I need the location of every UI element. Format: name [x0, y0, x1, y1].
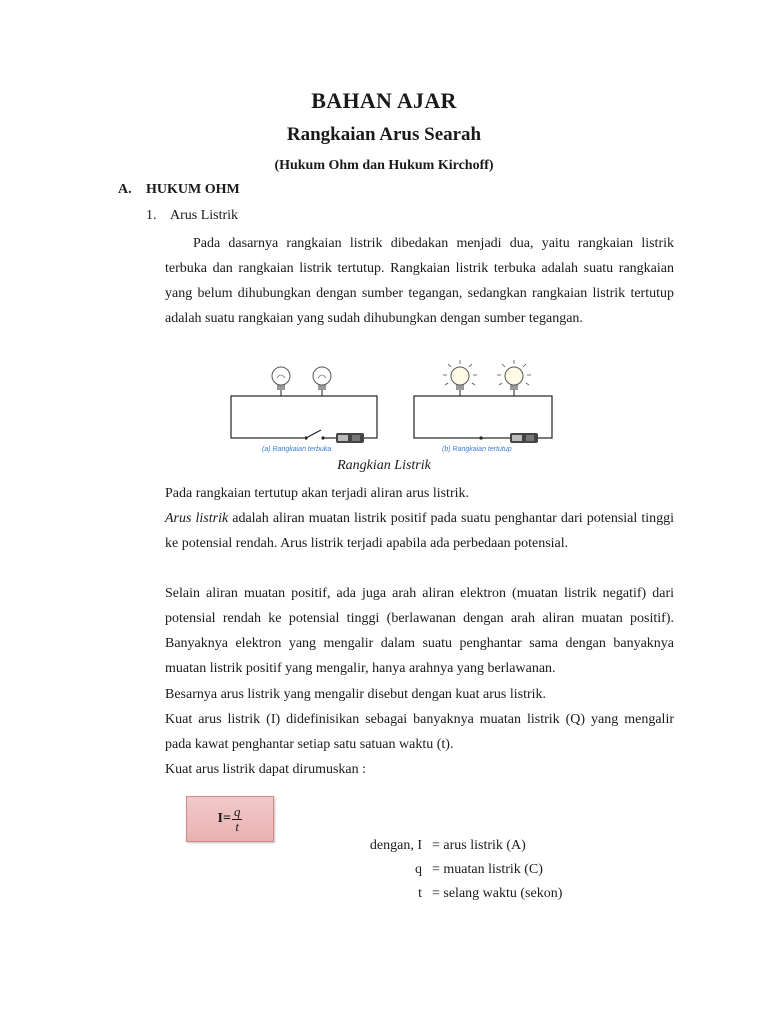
- formula-fraction: [232, 805, 243, 834]
- paragraph-4: Besarnya arus listrik yang mengalir disebut dengan kuat arus listrik.: [165, 687, 547, 702]
- subsection-number: 1.: [146, 208, 157, 223]
- intro-paragraph: Pada dasarnya rangkaian listrik dibedakan menjadi dua, yaitu rangkaian listrik terbuka dan rangkaian listrik tertutup. Rangkaian listrik terbuka adalah suatu rangkaian yang belum dihubungkan dengan sumber tegangan, sedangkan rangkaian listrik tertutup adalah suatu rangkaian yang sudah dihubungkan dengan sumber tegangan.: [165, 236, 674, 326]
- legend-description: = selang waktu (sekon): [432, 886, 563, 901]
- legend-row: [340, 858, 562, 882]
- legend-symbol: t: [418, 886, 422, 901]
- figure-caption: Rangkian Listrik: [337, 458, 431, 473]
- bulb-icon: [313, 367, 331, 396]
- open-circuit-diagram: [231, 367, 377, 453]
- legend-row: [340, 834, 562, 858]
- legend-symbol: q: [415, 862, 422, 877]
- document-title: BAHAN AJAR: [311, 88, 457, 113]
- document-subtitle: Rangkaian Arus Searah: [286, 124, 482, 145]
- bulb-icon: [272, 367, 290, 396]
- legend-symbol: dengan, I: [369, 838, 422, 853]
- legend-row: [340, 882, 562, 906]
- formula-lhs: I=: [217, 811, 231, 826]
- paragraph-2: [165, 506, 674, 556]
- paragraph-5: Kuat arus listrik (I) didefinisikan sebagai banyaknya muatan listrik (Q) yang mengalir pada kawat penghantar setiap satu satuan waktu (t).: [165, 712, 674, 752]
- closed-circuit-diagram: [414, 360, 552, 453]
- formula-box: [186, 796, 274, 842]
- circuit-figure: [226, 356, 556, 456]
- paragraph-3: Selain aliran muatan positif, ada juga arah aliran elektron (muatan listrik negatif) dari potensial rendah ke potensial tinggi (berlawanan dengan arah aliran muatan positif). Banyaknya elektron yang mengalir dalam suatu penghantar sama dengan banyaknya muatan listrik positif yang mengalir, hanya arahnya yang berlawanan.: [165, 586, 674, 676]
- figure-label-b: (b) Rangkaian tertutup: [442, 446, 512, 453]
- term-arus-listrik: Arus listrik: [165, 511, 229, 526]
- formula-numerator: q: [233, 803, 241, 819]
- legend-description: = arus listrik (A): [432, 838, 526, 853]
- subsection-title: Arus Listrik: [170, 208, 239, 223]
- paragraph-6: Kuat arus listrik dapat dirumuskan :: [165, 762, 367, 777]
- lit-bulb-icon: [443, 360, 477, 396]
- section-heading-a: [118, 182, 240, 198]
- legend-description: = muatan listrik (C): [432, 862, 543, 877]
- section-title: HUKUM OHM: [146, 182, 240, 197]
- formula-legend: [340, 834, 562, 906]
- subsection-heading-1: [146, 208, 238, 224]
- figure-label-a: (a) Rangkaian terbuka: [262, 446, 332, 453]
- paragraph-1: Pada rangkaian tertutup akan terjadi aliran arus listrik.: [165, 486, 470, 501]
- document-subsubtitle: (Hukum Ohm dan Hukum Kirchoff): [274, 158, 494, 173]
- section-number: A.: [118, 182, 132, 197]
- formula-denominator: t: [235, 818, 240, 834]
- lit-bulb-icon: [497, 360, 531, 396]
- paragraph-2-text: adalah aliran muatan listrik positif pada suatu penghantar dari potensial tinggi ke potensial rendah. Arus listrik terjadi apabila ada perbedaan potensial.: [165, 511, 674, 551]
